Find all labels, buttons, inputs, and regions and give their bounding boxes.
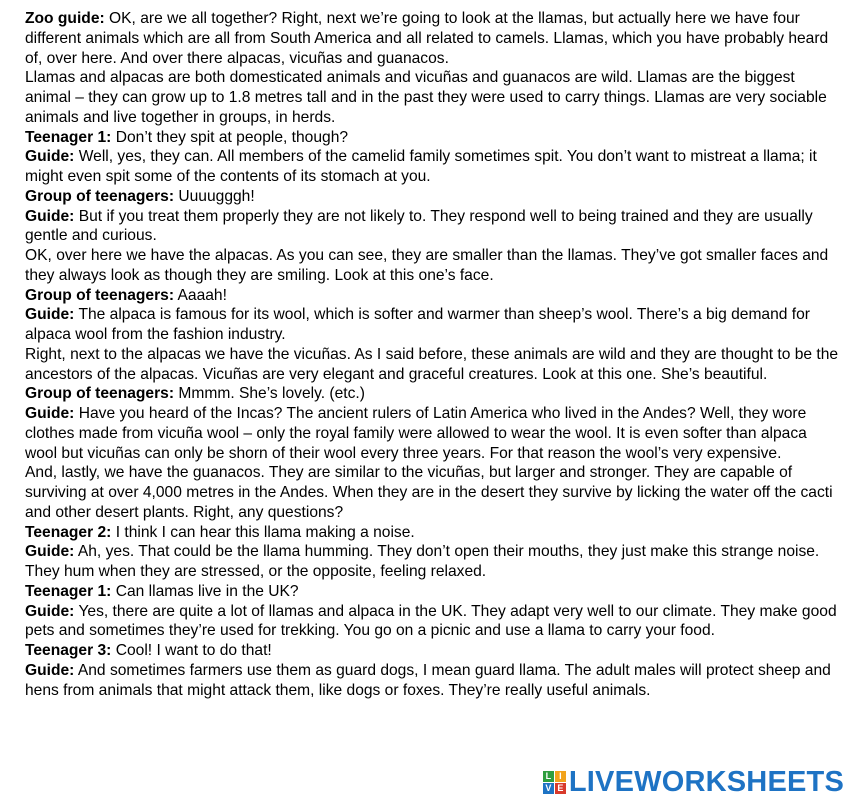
speaker-label: Guide: [25, 543, 75, 561]
speaker-label: Guide: [25, 661, 75, 679]
speaker-label: Guide: [25, 207, 75, 225]
transcript-line [25, 246, 843, 286]
transcript-line [25, 641, 843, 661]
speaker-label: Group of teenagers: [25, 187, 175, 205]
transcript-line [25, 661, 843, 701]
line-text: OK, are we all together? Right, next we’re going to look at the llamas, but actually here we have four different animals which are all from South America and all related to camels. Llamas, which you have probably heard of, over here. And over there alpacas, vicuñas and guanacos. [25, 10, 829, 67]
line-text: Don’t they spit at people, though? [111, 128, 349, 146]
transcript-line [25, 68, 843, 127]
speaker-label: Teenager 2: [25, 523, 112, 541]
speaker-label: Group of teenagers: [25, 286, 175, 304]
speaker-label: Guide: [25, 602, 75, 620]
speaker-label: Teenager 1: [25, 582, 112, 600]
transcript-line [25, 345, 843, 385]
transcript-line [25, 523, 843, 543]
speaker-label: Zoo guide: [25, 10, 105, 27]
line-text: OK, over here we have the alpacas. As you can see, they are smaller than the llamas. They’ve got smaller faces and they always look as though they are smiling. Look at this one’s face. [25, 247, 829, 284]
liveworksheets-logo-icon [543, 771, 566, 794]
transcript-line [25, 305, 843, 345]
transcript-line [25, 463, 843, 522]
speaker-label: Guide: [25, 405, 75, 422]
liveworksheets-watermark [543, 766, 844, 798]
line-text: Cool! I want to do that! [111, 642, 272, 659]
transcript-line [25, 286, 843, 306]
line-text: Right, next to the alpacas we have the vicuñas. As I said before, these animals are wild and they are thought to be the ancestors of the alpacas. Vicuñas are very elegant and graceful creatures. Look at this one. She’s beautiful. [25, 345, 839, 383]
logo-tile-v: V [543, 783, 554, 794]
line-text: And, lastly, we have the guanacos. They are similar to the vicuñas, but larger and stronger. They are capable of surviving at over 4,000 metres in the Andes. When they are in the desert they survive by licking the water off the cacti and other desert plants. Right, any questions? [25, 464, 833, 521]
line-text: The alpaca is famous for its wool, which is softer and warmer than sheep’s wool. There’s a big demand for alpaca wool from the fashion industry. [25, 306, 810, 343]
transcript-line [25, 9, 843, 68]
line-text: Ah, yes. That could be the llama humming. They don’t open their mouths, they just make this strange noise. They hum when they are stressed, or the opposite, feeling relaxed. [25, 543, 820, 580]
logo-tile-i: I [555, 771, 566, 782]
logo-tile-e: E [555, 783, 566, 794]
line-text: Aaaah! [174, 286, 227, 304]
line-text: Llamas and alpacas are both domesticated animals and vicuñas and guanacos are wild. Llamas are the biggest animal – they can grow up to 1.8 metres tall and in the past they were used to carry things. Llamas are very sociable animals and live together in groups, in herds. [25, 69, 827, 126]
transcript [25, 9, 843, 700]
transcript-line [25, 147, 843, 187]
speaker-label: Guide: [25, 306, 75, 324]
line-text: But if you treat them properly they are not likely to. They respond well to being trained and they are usually gentle and curious. [25, 207, 813, 245]
transcript-line [25, 187, 843, 207]
line-text: Have you heard of the Incas? The ancient rulers of Latin America who lived in the Andes? Well, they wore clothes made from vicuña wool – only the royal family were allowed to wear the wool. It is even softer than alpaca wool but vicuñas can only be shorn of their wool every three years. For that reason the wool’s very expensive. [25, 405, 807, 462]
speaker-label: Teenager 1: [25, 128, 112, 146]
speaker-label: Teenager 3: [25, 642, 112, 659]
line-text: Well, yes, they can. All members of the camelid family sometimes spit. You don’t want to mistreat a llama; it might even spit some of the contents of its stomach at you. [25, 148, 817, 185]
transcript-line [25, 602, 843, 642]
speaker-label: Guide: [25, 148, 75, 166]
line-text: Can llamas live in the UK? [111, 582, 299, 600]
transcript-line [25, 128, 843, 148]
line-text: I think I can hear this llama making a noise. [111, 523, 415, 541]
transcript-line [25, 582, 843, 602]
transcript-line [25, 207, 843, 247]
transcript-line [25, 542, 843, 582]
watermark-text: LIVEWORKSHEETS [568, 766, 844, 798]
line-text: Mmmm. She’s lovely. (etc.) [174, 385, 365, 403]
speaker-label: Group of teenagers: [25, 385, 175, 403]
line-text: Uuuugggh! [174, 187, 255, 205]
line-text: Yes, there are quite a lot of llamas and alpaca in the UK. They adapt very well to our climate. They make good pets and sometimes they’re used for trekking. You go on a picnic and use a llama to carry your food. [25, 602, 837, 640]
line-text: And sometimes farmers use them as guard dogs, I mean guard llama. The adult males will protect sheep and hens from animals that might attack them, like dogs or foxes. They’re really useful animals. [25, 661, 831, 699]
logo-tile-l: L [543, 771, 554, 782]
transcript-line [25, 404, 843, 463]
transcript-line [25, 384, 843, 404]
